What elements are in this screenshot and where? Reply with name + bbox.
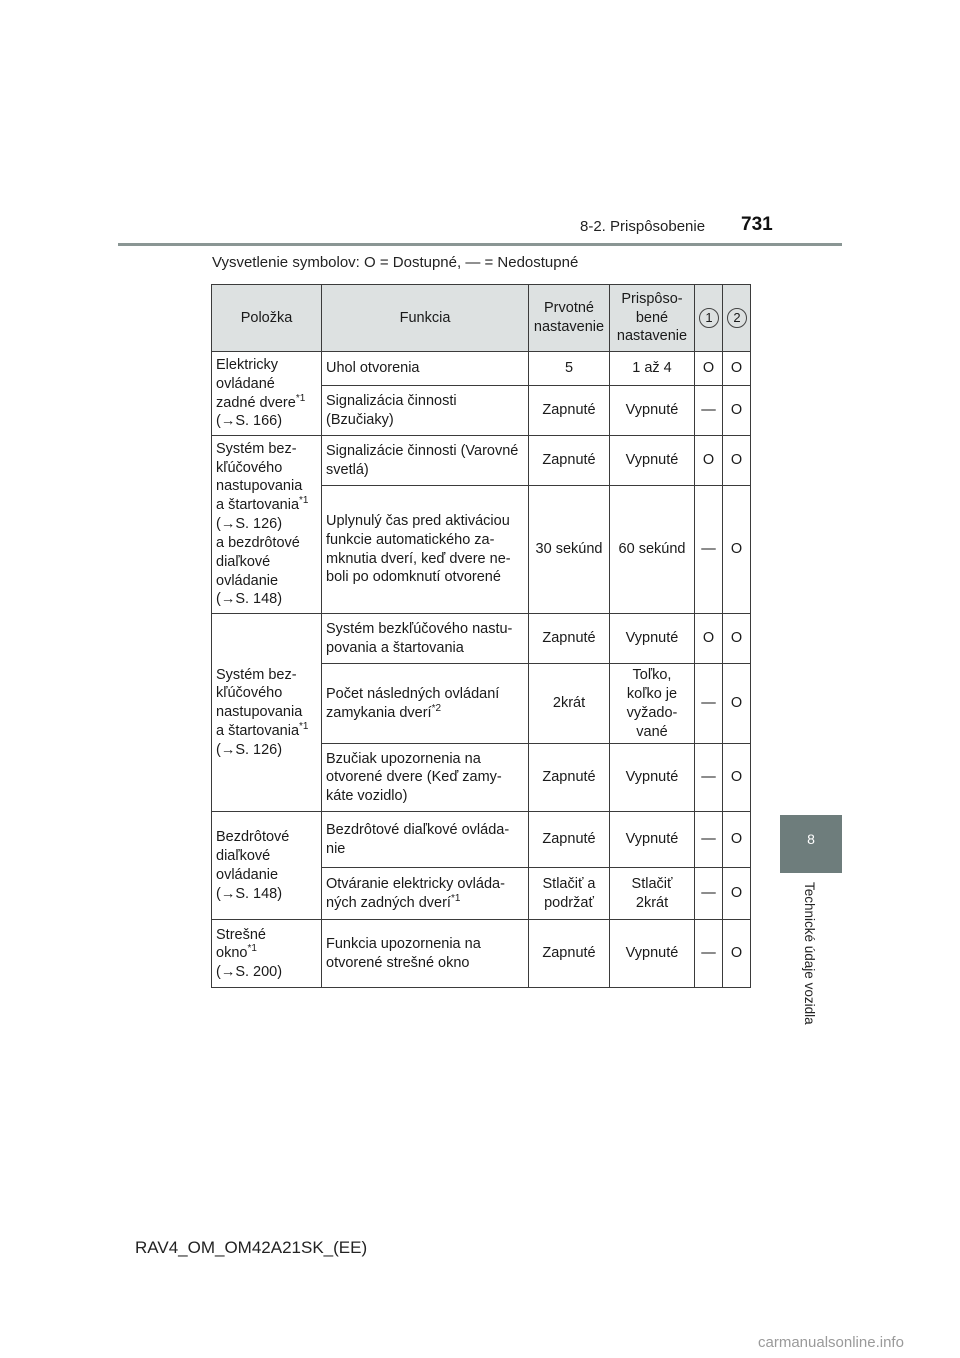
item-line [216, 703, 317, 722]
default-setting-cell: Stlačiť a podržať [529, 868, 610, 920]
table-header-row [212, 285, 751, 352]
availability-1-cell: — [695, 664, 723, 744]
item-cell [212, 812, 322, 920]
footnote-mark: *1 [299, 721, 309, 733]
footnote-mark: *1 [295, 392, 306, 404]
item-line [216, 477, 317, 496]
default-setting-cell: 5 [529, 352, 610, 386]
function-text: Bzučiak upozornenia na otvorené dvere (Keď zamy- káte vozidlo) [326, 750, 502, 805]
custom-setting-cell: Stlačiť 2krát [610, 868, 695, 920]
custom-setting-cell: Vypnuté [610, 812, 695, 868]
page-reference: (→S. 126) [216, 516, 283, 533]
item-line [216, 847, 317, 866]
function-cell [322, 868, 529, 920]
item-extra-line: a bezdrôtové [216, 534, 300, 551]
item-extra-line: diaľkové [216, 553, 271, 570]
default-setting-cell: Zapnuté [529, 436, 610, 486]
function-text: Uplynulý čas pred aktiváciou funkcie automatického za- mknutia dverí, keď dvere ne- boli po odomknutí otvorené [326, 512, 511, 586]
item-line [216, 440, 317, 459]
availability-1-cell: — [695, 920, 723, 988]
header-col-1 [695, 285, 723, 352]
item-text: a štartovania [216, 497, 300, 514]
table-row [212, 352, 751, 386]
availability-1-cell: — [695, 744, 723, 812]
default-setting-cell: Zapnuté [529, 812, 610, 868]
page-reference: (→S. 126) [216, 741, 283, 758]
custom-setting-cell: Vypnuté [610, 614, 695, 664]
function-cell [322, 744, 529, 812]
chapter-label: Technické údaje vozidla [802, 882, 817, 1025]
item-line [216, 375, 317, 394]
item-extra-line: (→S. 148) [216, 591, 283, 608]
item-line [216, 459, 317, 478]
availability-2-cell: O [723, 868, 751, 920]
function-cell [322, 386, 529, 436]
availability-1-cell: O [695, 614, 723, 664]
function-cell [322, 920, 529, 988]
function-cell [322, 486, 529, 614]
custom-setting-cell: Toľko, koľko je vyžado- vané [610, 664, 695, 744]
customization-table [211, 284, 751, 988]
header-item: Položka [212, 285, 322, 352]
function-text: Otváranie elektricky ovláda- ných zadných dverí [326, 876, 505, 911]
default-setting-cell: Zapnuté [529, 614, 610, 664]
item-text: diaľkové [216, 848, 271, 865]
availability-2-cell: O [723, 744, 751, 812]
custom-setting-cell: Vypnuté [610, 436, 695, 486]
default-setting-cell: 2krát [529, 664, 610, 744]
function-text: Signalizácia činnosti (Bzučiaky) [326, 392, 457, 428]
item-line [216, 394, 317, 413]
header-col-2 [723, 285, 751, 352]
function-cell [322, 614, 529, 664]
item-cell [212, 436, 322, 614]
item-text: Systém bez- [216, 440, 297, 457]
availability-1-cell: — [695, 486, 723, 614]
item-extra-line: ovládanie [216, 572, 279, 589]
item-text: nastupovania [216, 704, 303, 721]
function-cell [322, 436, 529, 486]
item-text: ovládané [216, 375, 275, 392]
availability-2-cell: O [723, 386, 751, 436]
circled-number-2: 2 [727, 308, 747, 328]
footnote-mark: *1 [299, 495, 309, 507]
availability-1-cell: O [695, 352, 723, 386]
item-text: nastupovania [216, 478, 303, 495]
header-divider [118, 243, 842, 246]
item-line [216, 496, 317, 515]
item-text: a štartovania [216, 723, 300, 740]
section-title: 8-2. Prispôsobenie [580, 218, 706, 235]
item-line [216, 356, 317, 375]
availability-2-cell: O [723, 614, 751, 664]
item-text: zadné dvere [216, 394, 296, 411]
function-cell [322, 812, 529, 868]
table-row [212, 436, 751, 486]
page-reference: (→S. 166) [216, 413, 283, 430]
header-custom: Prispôso- bené nastavenie [610, 285, 695, 352]
item-text: ovládanie [216, 866, 279, 883]
function-text: Uhol otvorenia [326, 360, 420, 377]
availability-2-cell: O [723, 812, 751, 868]
availability-1-cell: O [695, 436, 723, 486]
footnote-mark: *1 [247, 943, 257, 955]
item-text: Strešné [216, 926, 266, 943]
item-line [216, 944, 317, 963]
item-line [216, 926, 317, 945]
availability-2-cell: O [723, 352, 751, 386]
table-row [212, 812, 751, 868]
circled-number-1: 1 [699, 308, 719, 328]
table-row [212, 920, 751, 988]
custom-setting-cell: Vypnuté [610, 744, 695, 812]
custom-setting-cell: Vypnuté [610, 920, 695, 988]
availability-2-cell: O [723, 920, 751, 988]
function-text: Funkcia upozornenia na otvorené strešné okno [326, 936, 481, 971]
function-text: Počet následných ovládaní zamykania dverí [326, 685, 500, 721]
item-line [216, 866, 317, 885]
availability-2-cell: O [723, 664, 751, 744]
footnote-mark: *2 [431, 702, 442, 714]
item-cell [212, 352, 322, 436]
function-text: Signalizácie činnosti (Varovné svetlá) [326, 442, 519, 478]
availability-1-cell: — [695, 812, 723, 868]
item-text: Systém bez- [216, 666, 297, 683]
page-reference: (→S. 148) [216, 885, 283, 902]
chapter-number: 8 [807, 831, 815, 847]
default-setting-cell: Zapnuté [529, 920, 610, 988]
footnote-mark: *1 [450, 893, 461, 905]
symbol-legend: Vysvetlenie symbolov: O = Dostupné, — = Nedostupné [212, 254, 579, 271]
item-text: kľúčového [216, 685, 283, 702]
header-function: Funkcia [322, 285, 529, 352]
item-line [216, 722, 317, 741]
item-text: kľúčového [216, 459, 283, 476]
item-text: Bezdrôtové [216, 829, 290, 846]
custom-setting-cell: Vypnuté [610, 386, 695, 436]
custom-setting-cell: 60 sekúnd [610, 486, 695, 614]
availability-2-cell: O [723, 486, 751, 614]
item-cell [212, 614, 322, 812]
item-line [216, 666, 317, 685]
function-cell [322, 352, 529, 386]
table-row [212, 614, 751, 664]
watermark: carmanualsonline.info [758, 1334, 904, 1351]
item-cell [212, 920, 322, 988]
default-setting-cell: 30 sekúnd [529, 486, 610, 614]
function-cell [322, 664, 529, 744]
availability-1-cell: — [695, 868, 723, 920]
availability-2-cell: O [723, 436, 751, 486]
availability-1-cell: — [695, 386, 723, 436]
header-default: Prvotné nastavenie [529, 285, 610, 352]
page-reference: (→S. 200) [216, 964, 283, 981]
function-text: Systém bezkľúčového nastu- povania a štartovania [326, 620, 513, 656]
item-line [216, 684, 317, 703]
default-setting-cell: Zapnuté [529, 386, 610, 436]
custom-setting-cell: 1 až 4 [610, 352, 695, 386]
item-text: Elektricky [216, 356, 279, 373]
item-text: okno [216, 945, 248, 962]
document-code: RAV4_OM_OM42A21SK_(EE) [135, 1238, 368, 1257]
item-line [216, 828, 317, 847]
page-number: 731 [741, 214, 773, 235]
default-setting-cell: Zapnuté [529, 744, 610, 812]
function-text: Bezdrôtové diaľkové ovláda- nie [326, 822, 510, 857]
